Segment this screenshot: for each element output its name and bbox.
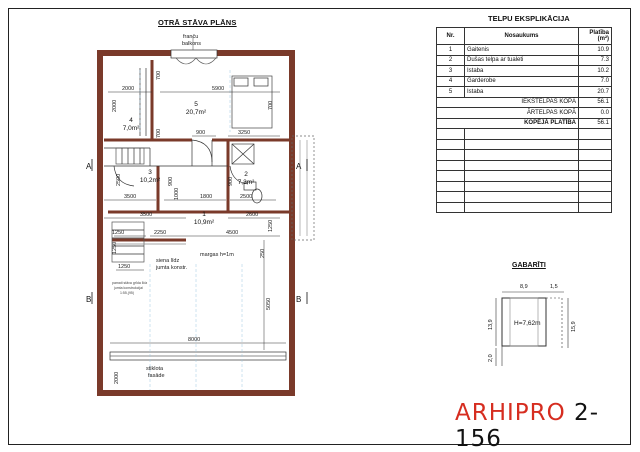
room-5-area: 20,7m² xyxy=(185,109,207,116)
empty-cell xyxy=(465,192,579,203)
room-5-number: 5 xyxy=(194,101,198,108)
dim-4500: 4500 xyxy=(226,230,239,236)
room-4-area: 7,0m² xyxy=(122,125,140,132)
dim-700a: 700 xyxy=(156,70,162,80)
empty-row xyxy=(437,181,612,192)
balcony-opening xyxy=(171,50,217,58)
summary-value: 56.1 xyxy=(579,97,612,108)
railing-label: margas h=1m xyxy=(200,252,234,258)
table-row xyxy=(437,66,612,77)
dim-2000c: 2000 xyxy=(114,371,120,384)
dim-3250: 3250 xyxy=(238,130,251,136)
small-note-2: jumta konstrukcijai xyxy=(114,286,143,290)
summary-row xyxy=(437,97,612,108)
dim-8000: 8000 xyxy=(188,337,201,343)
dim-2500: 2500 xyxy=(240,194,253,200)
row-no: 5 xyxy=(437,87,465,98)
row-name: Istaba xyxy=(465,87,579,98)
empty-rows xyxy=(437,129,612,213)
dim-2000b: 2000 xyxy=(112,99,118,112)
empty-row xyxy=(437,139,612,150)
gab-width-side: 1,5 xyxy=(550,284,558,290)
dim-700c: 700 xyxy=(268,100,274,110)
dim-5900: 5900 xyxy=(212,86,225,92)
header-no: Nr. xyxy=(437,28,465,45)
dim-5050: 5050 xyxy=(266,297,272,310)
dim-700b: 700 xyxy=(156,128,162,138)
dim-2600: 2600 xyxy=(246,212,259,218)
dim-1800: 1800 xyxy=(200,194,213,200)
empty-cell xyxy=(579,150,612,161)
gab-height-left: 13,9 xyxy=(488,319,494,330)
table-header-row xyxy=(437,28,612,45)
row-area: 10.2 xyxy=(579,66,612,77)
dim-3500: 3500 xyxy=(124,194,137,200)
section-mark-b-right: B xyxy=(296,295,302,304)
section-mark-b-left: B xyxy=(86,295,92,304)
gab-bottom-left: 2,0 xyxy=(488,354,494,362)
room-table xyxy=(436,27,612,213)
empty-cell xyxy=(437,160,465,171)
row-area: 20.7 xyxy=(579,87,612,98)
summary-row xyxy=(437,108,612,119)
gab-width-top: 8,9 xyxy=(520,284,528,290)
empty-cell xyxy=(437,150,465,161)
empty-cell xyxy=(579,160,612,171)
gab-height-right: 15,9 xyxy=(571,321,577,332)
dim-2500b: 2500 xyxy=(116,173,122,186)
header-area: Platība (m²) xyxy=(579,28,612,45)
empty-row xyxy=(437,150,612,161)
brand-part1: ARHIPRO xyxy=(455,400,566,426)
section-mark-a-left: A xyxy=(86,162,92,171)
header-name: Nosaukums xyxy=(465,28,579,45)
table-row xyxy=(437,76,612,87)
dim-1250d: 1250 xyxy=(268,219,274,232)
summary-value: 56.1 xyxy=(579,118,612,129)
glass-label-2: fasāde xyxy=(148,373,165,379)
brand-logo xyxy=(455,400,640,452)
row-name: Istaba xyxy=(465,66,579,77)
empty-cell xyxy=(437,139,465,150)
empty-cell xyxy=(579,192,612,203)
row-no: 4 xyxy=(437,76,465,87)
wall-label-1: siena līdz xyxy=(156,258,180,264)
row-area: 10.9 xyxy=(579,45,612,56)
summary-value: 0.0 xyxy=(579,108,612,119)
empty-row xyxy=(437,129,612,140)
dim-900: 900 xyxy=(196,130,206,136)
room-4-number: 4 xyxy=(129,117,133,124)
dim-2250: 2250 xyxy=(154,230,167,236)
table-title: TELPU EKSPLIKĀCIJA xyxy=(488,14,570,23)
row-no: 2 xyxy=(437,55,465,66)
empty-cell xyxy=(437,171,465,182)
empty-cell xyxy=(579,139,612,150)
balcony-label-2: balkons xyxy=(182,41,201,47)
wall-label-2: jumta konstr. xyxy=(156,265,188,271)
empty-cell xyxy=(465,150,579,161)
empty-cell xyxy=(465,160,579,171)
dim-900c: 900 xyxy=(228,176,234,186)
table-row xyxy=(437,45,612,56)
dim-3500b: 3500 xyxy=(140,212,153,218)
brand-part2: 2-156 xyxy=(455,400,599,452)
empty-cell xyxy=(579,181,612,192)
section-mark-a-right: A xyxy=(296,162,302,171)
empty-cell xyxy=(465,139,579,150)
empty-cell xyxy=(465,202,579,213)
row-no: 3 xyxy=(437,66,465,77)
small-note-1: pamati stāva grīda līdz xyxy=(112,281,148,285)
gabariti-title: GABARĪTI xyxy=(512,262,546,269)
table-row xyxy=(437,55,612,66)
room-2-area: 7,3m² xyxy=(237,179,255,186)
dim-250a: 250 xyxy=(260,248,266,258)
room-2-number: 2 xyxy=(244,171,248,178)
summary-label: IEKŠTELPAS KOPĀ xyxy=(437,97,579,108)
gabariti-diagram xyxy=(480,276,590,386)
row-name: Dušas telpa ar tualeti xyxy=(465,55,579,66)
empty-cell xyxy=(465,181,579,192)
dim-2000: 2000 xyxy=(122,86,135,92)
dim-1250c: 1250 xyxy=(112,241,118,254)
room-1-number: 1 xyxy=(202,211,206,218)
empty-cell xyxy=(465,129,579,140)
room-3-area: 10,2m² xyxy=(139,177,161,184)
summary-row xyxy=(437,118,612,129)
empty-row xyxy=(437,192,612,203)
table-row xyxy=(437,87,612,98)
row-area: 7.3 xyxy=(579,55,612,66)
room-1-area: 10,9m² xyxy=(193,219,215,226)
empty-cell xyxy=(579,171,612,182)
empty-cell xyxy=(579,129,612,140)
row-area: 7.0 xyxy=(579,76,612,87)
row-name: Gaitenis xyxy=(465,45,579,56)
empty-cell xyxy=(437,202,465,213)
empty-cell xyxy=(579,202,612,213)
glass-label-1: stiklota xyxy=(146,366,164,372)
summary-label: KOPĒJĀ PLATĪBA xyxy=(437,118,579,129)
dim-900b: 900 xyxy=(168,176,174,186)
dim-1250a: 1250 xyxy=(112,230,125,236)
summary-label: ĀRTELPAS KOPĀ xyxy=(437,108,579,119)
empty-row xyxy=(437,202,612,213)
empty-cell xyxy=(437,181,465,192)
gab-ridge: H=7,62m xyxy=(514,320,541,327)
empty-cell xyxy=(437,129,465,140)
dim-1000: 1000 xyxy=(174,187,180,200)
empty-cell xyxy=(437,192,465,203)
empty-cell xyxy=(465,171,579,182)
small-note-3: 1:55,(95) xyxy=(120,291,135,295)
empty-row xyxy=(437,171,612,182)
room-3-number: 3 xyxy=(148,169,152,176)
empty-row xyxy=(437,160,612,171)
balcony-label-1: franču xyxy=(183,34,199,40)
row-no: 1 xyxy=(437,45,465,56)
dim-1250b: 1250 xyxy=(118,264,131,270)
plan-title: OTRĀ STĀVA PLĀNS xyxy=(158,18,237,27)
row-name: Garderobe xyxy=(465,76,579,87)
